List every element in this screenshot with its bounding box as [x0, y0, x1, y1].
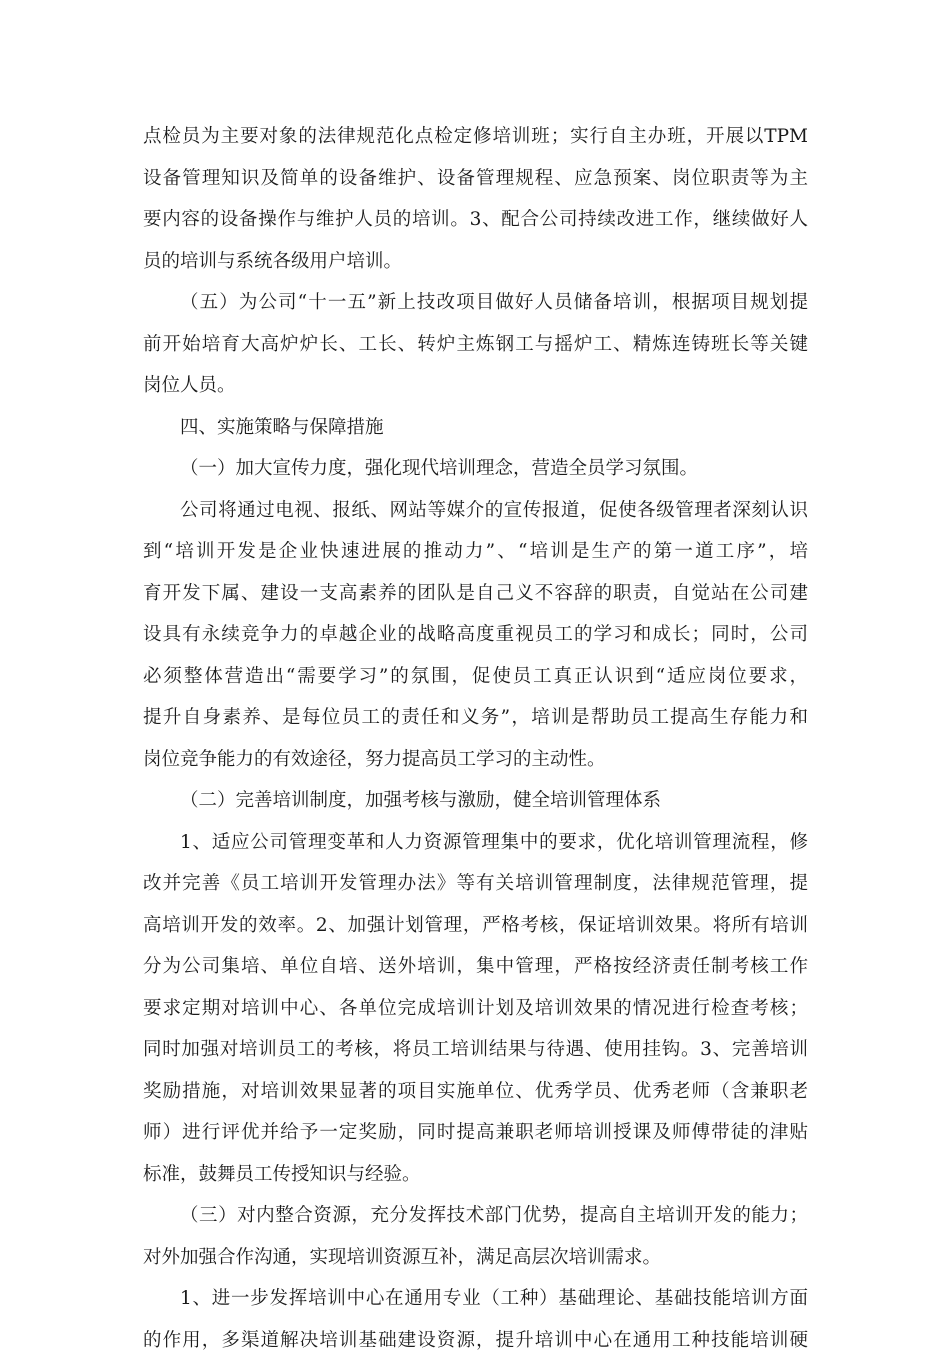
text-line: （一）加大宣传力度，强化现代培训理念，营造全员学习氛围。 [143, 448, 808, 490]
text-line: 师）进行评优并给予一定奖励，同时提高兼职老师培训授课及师傅带徒的津贴 [143, 1112, 808, 1154]
text-line: 岗位竞争能力的有效途径，努力提高员工学习的主动性。 [143, 739, 808, 781]
text-line: 要内容的设备操作与维护人员的培训。3、配合公司持续改进工作，继续做好人 [143, 199, 808, 241]
text-line: 提升自身素养、是每位员工的责任和义务”，培训是帮助员工提高生存能力和 [143, 697, 808, 739]
text-line: 标准，鼓舞员工传授知识与经验。 [143, 1154, 808, 1196]
text-line: 分为公司集培、单位自培、送外培训，集中管理，严格按经济责任制考核工作 [143, 946, 808, 988]
text-line: 员的培训与系统各级用户培训。 [143, 241, 808, 283]
text-line: （三）对内整合资源，充分发挥技术部门优势，提高自主培训开发的能力； [143, 1195, 808, 1237]
text-line: 前开始培育大高炉炉长、工长、转炉主炼钢工与摇炉工、精炼连铸班长等关键 [143, 324, 808, 366]
text-line: 要求定期对培训中心、各单位完成培训计划及培训效果的情况进行检查考核； [143, 988, 808, 1030]
text-line: 对外加强合作沟通，实现培训资源互补，满足高层次培训需求。 [143, 1237, 808, 1279]
text-line: 岗位人员。 [143, 365, 808, 407]
document-body [143, 116, 808, 1361]
text-line: 1、适应公司管理变革和人力资源管理集中的要求，优化培训管理流程，修 [143, 822, 808, 864]
text-line: 设具有永续竞争力的卓越企业的战略高度重视员工的学习和成长；同时，公司 [143, 614, 808, 656]
text-line: （二）完善培训制度，加强考核与激励，健全培训管理体系 [143, 780, 808, 822]
text-line: 奖励措施，对培训效果显著的项目实施单位、优秀学员、优秀老师（含兼职老 [143, 1071, 808, 1113]
text-line: 到“培训开发是企业快速进展的推动力”、“培训是生产的第一道工序”，培 [143, 531, 808, 573]
text-line: 的作用，多渠道解决培训基础建设资源，提升培训中心在通用工种技能培训硬 [143, 1320, 808, 1361]
text-line: 改并完善《员工培训开发管理办法》等有关培训管理制度，法律规范管理，提 [143, 863, 808, 905]
text-line: （五）为公司“十一五”新上技改项目做好人员储备培训，根据项目规划提 [143, 282, 808, 324]
text-line: 点检员为主要对象的法律规范化点检定修培训班；实行自主办班，开展以TPM [143, 116, 808, 158]
text-line: 1、进一步发挥培训中心在通用专业（工种）基础理论、基础技能培训方面 [143, 1278, 808, 1320]
text-line: 高培训开发的效率。2、加强计划管理，严格考核，保证培训效果。将所有培训 [143, 905, 808, 947]
text-line: 必须整体营造出“需要学习”的氛围，促使员工真正认识到“适应岗位要求， [143, 656, 808, 698]
text-line: 同时加强对培训员工的考核，将员工培训结果与待遇、使用挂钩。3、完善培训 [143, 1029, 808, 1071]
text-line: 公司将通过电视、报纸、网站等媒介的宣传报道，促使各级管理者深刻认识 [143, 490, 808, 532]
text-line: 设备管理知识及简单的设备维护、设备管理规程、应急预案、岗位职责等为主 [143, 158, 808, 200]
text-line: 育开发下属、建设一支高素养的团队是自己义不容辞的职责，自觉站在公司建 [143, 573, 808, 615]
text-line: 四、实施策略与保障措施 [143, 407, 808, 449]
